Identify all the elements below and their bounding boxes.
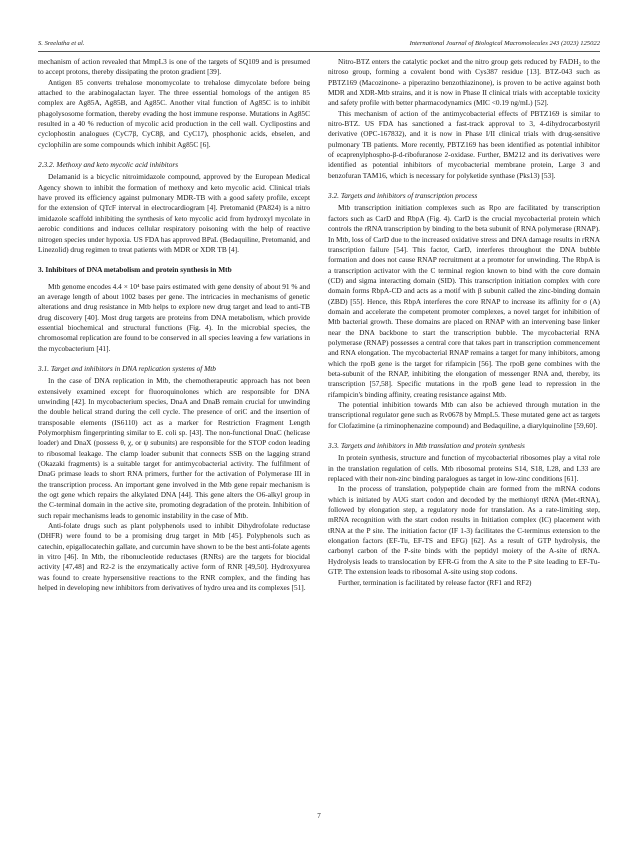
subsection-heading: 3.3. Targets and inhibitors in Mtb translation and protein synthesis xyxy=(328,441,525,451)
page-number: 7 xyxy=(317,812,321,820)
paragraph: In the process of translation, polypeptide chain are formed from the mRNA codons which is initiated by AUG start codon and decoded by the methionyl tRNA (Met-tRNA), followed by elongation step, a regulatory node for translation. As a rate-limiting step, mRNA recognition with the start codon results in Initiation complex (IC) placement with tRNA at the P site. The initiation factor (IF 1-3) facilitates the C-terminus extension to the elongation factors (EF-Tu, EF-TS and EFG) [62]. As a result of GTP hydrolysis, the carbonyl carbon of the P-site binds with the peptidyl moiety of the A-site of tRNA. Hydrolysis leads to translocation by EFR-G from the A site to the P site leading to EF-Tu-GTP. The extension leads to ribosomal A-site using stop codons. xyxy=(328,484,600,577)
header-rule xyxy=(38,51,600,52)
paragraph: Nitro-BTZ enters the catalytic pocket and the nitro group gets reduced by FADH₂ to the nitroso group, forming a covalent bond with Cys387 residue [13]. BTZ-043 such as PBTZ169 (Macozinone- a piperazino benzothiazinone), is proven to be active against both MDR and XDR-Mtb strains, and it is now in Phase II clinical trials with acceptable toxicity and safety profile with better pharmacodynamics (MIC <0.19 ng/mL) [52]. xyxy=(328,57,600,108)
paragraph: In protein synthesis, structure and function of mycobacterial ribosomes play a vital role in the translation regulation of cells. Mtb ribosomal proteins S14, S18, L28, and L33 are replaced with their non-zinc binding paralogues as target in low-zinc conditions [61]. xyxy=(328,453,600,484)
paragraph: In the case of DNA replication in Mtb, the chemotherapeutic approach has not been extensively examined except for fluoroquinolones which are responsible for DNA unwinding [42]. In mycobacterium species, DnaA and DnaB remain crucial for unwinding the double helical strand during the cell cycle. The presence of oriC and the insertion of transposable elements (IS6110) act as a marker for Restriction Fragment Length Polymorphism fingerprinting similar to E. coli sp. [43]. The non-functional DnaC (helicase loader) and DnaX (possess θ, χ, or ψ subunits) are responsible for the STOP codon leading to ribosomal leakage. The clamp loader subunit that connects SSB on the lagging strand (Okazaki fragments) is a suitable target for antimycobacterial activity. The fulfilment of DnaG primase leads to short RNA primers, further for the activation of Polymerase III in the transcription process. An important gene involved in the Mtb gene repair mechanism is the ogt gene which repairs the alkylated DNA [44]. This gene alters the O6-alkyl group in the C-terminal domain in the active site, promoting degradation of the protein. Inhibition of such repair mechanisms leads to genomic instability in the case of Mtb. xyxy=(38,376,310,520)
paragraph: Mtb transcription initiation complexes such as Rpo are facilitated by transcription factors such as CarD and RbpA (Fig. 4). CarD is the crucial mycobacterial protein which controls the rRNA transcription by binding to the beta subunit of RNA polymerase (RNAP). In Mtb, loss of CarD due to the increased oxidative stress and DNA damage results in rRNA transcription failure [54]. This factor, CarD, interferes throughout the DNA bubble formation and does not cause RNAP recruitment at a promoter for unwinding. The RbpA is a transcription activator with the C terminal region known to bind with the core domain (CD) and sigma interacting domain (SID). This transcription initiation complex with core domain forms RbpA-CD and acts as a motif with β subunit called the zinc-binding domain (ZBD) [55]. Hence, this RbpA interferes the core RNAP to increase its affinity for σ (A) domain and accelerate the competent promoter complexes, a novel target for inhibition of Mtb bacterial growth. These domains are placed on RNAP with an intervening base linker near the DNA backbone to start the transcription bubble. The mycobacterial RNA polymerase (RNAP) possesses a central core that takes part in transcription commencement and RNA elongation. The mycobacterial RNAP remains a target for many inhibitors, among which the rpoB gene is the target for rifampicin [56]. The rpoB gene combines with the beta-subunit of the RNAP, inhibiting the elongation of messenger RNA and, thereby, its transcription [57,58]. Specific mutations in the rpoB gene lead to repression in the rifampicin's binding affinity, creating resistance against Mtb. xyxy=(328,203,600,399)
paragraph: This mechanism of action of the antimycobacterial effects of PBTZ169 is similar to nitro-BTZ. US FDA has sanctioned a fast-track approval to 3, 4-dihydrocarbostyril derivative (OPC-167832), and it is now in Phase I/II clinical trials with drug-sensitive pulmonary TB patients. More recently, PBTZ169 has been identified as potential inhibitor of ecaprenylphospho-β-d-ribofuranose 2-oxidase. Further, BM212 and its derivatives were identified as potential inhibitors of mycobacterial membrane protein, Large 3 and benzofuran TAM16, which is necessary for polyketide synthase (Pks13) [53]. xyxy=(328,108,600,180)
subsection-heading: 2.3.2. Methoxy and keto mycolic acid inhibitors xyxy=(38,160,179,170)
paragraph: Antigen 85 converts trehalose monomycolate to trehalose dimycolate before being attached to the arabinogalactan layer. The three essential homologs of the antigen 85 complex are Ag85A, Ag85B, and Ag85C. Another vital function of Ag85C is to inhibit phagolysosome formation, thereby evading the host immune response. Mutations in Ag85C resulted in a 40 % reduction of mycolic acid production in the cell wall. Cyclipostins and cyclophostin analogues (CyC7β, CyC8β, and CyC17), phosphonic acids, ebselen, and cyclophilin are some compounds which inhibit Ag85C [6]. xyxy=(38,77,310,149)
paragraph: Delamanid is a bicyclic nitroimidazole compound, approved by the European Medical Agency shown to inhibit the formation of methoxy and keto mycolic acid. Clinical trials have proved its efficiency against pulmonary MDR-TB with a good safety profile, except for the extension of QTcF interval in electrocardiogram [4]. Pretomanid (PA824) is a nitro imidazole scaffold inhibiting the synthesis of keto mycolic acid from hydroxyl mycolate in aerobic conditions and induces cellular respiratory poisoning with the help of reactive nitrogen species under hypoxia. US FDA has approved BPaL (Bedaquiline, Pretomanid, and Linezolid) drug regimen to treat patients with MDR or XDR TB [4]. xyxy=(38,172,310,254)
running-header-authors: S. Sreelatha et al. xyxy=(38,40,85,47)
subsection-heading: 3.1. Target and inhibitors in DNA replication systems of Mtb xyxy=(38,363,216,373)
right-column xyxy=(328,57,600,588)
paragraph: The potential inhibition towards Mtb can also be achieved through mutation in the transcriptional regulator gene such as Rv0678 by MmpL5. These mutated gene act as targets for Clofazimine (a riminophenazine compound) and Bedaquiline, a diarylquinoline [59,60]. xyxy=(328,400,600,430)
running-header-journal: International Journal of Biological Macromolecules 243 (2023) 125022 xyxy=(409,40,600,47)
left-column xyxy=(38,57,310,594)
paragraph: Anti-folate drugs such as plant polyphenols used to inhibit Dihydrofolate reductase (DHFR) were found to be a promising drug target in Mtb [45]. Polyphenols such as catechin, epigallocatechin gallate, and curcumin have shown to be the best anti-folate agents in vitro [46]. In Mtb, the ribonucleotide reductases (RNRs) are the targets for biocidal activity [47,48] and R2-2 is the enzymatically active form of RNR [49,50]. Hydroxyurea was found to create hypersensitive reactions to the RNR complex, and the finding has helped in developing new inhibitors from derivatives of hydro urea and its complexes [51]. xyxy=(38,521,310,593)
paragraph: Mtb genome encodes 4.4 × 10⁴ base pairs estimated with gene density of about 91 % and an average length of about 1002 bases per gene. The intricacies in mechanisms of genetic alterations and drug resistance in Mtb helps to explore new drug target and lead to anti-TB drug discovery [40]. Most drug targets are proteins from DNA metabolism, which provide essential biochemical and structural functions (Fig. 4). In the microbial species, the chromosomal replication are found to be conserved in all species leaving a few variations in the mycobacterium [41]. xyxy=(38,281,310,353)
subsection-heading: 3.2. Targets and inhibitors of transcription process xyxy=(328,191,478,201)
paragraph: Further, termination is facilitated by release factor (RF1 and RF2) xyxy=(338,577,532,587)
paragraph: mechanism of action revealed that MmpL3 is one of the targets of SQ109 and is presumed to accept protons, thereby dissipating the proton gradient [39]. xyxy=(38,57,310,77)
section-heading: 3. Inhibitors of DNA metabolism and protein synthesis in Mtb xyxy=(38,265,232,275)
